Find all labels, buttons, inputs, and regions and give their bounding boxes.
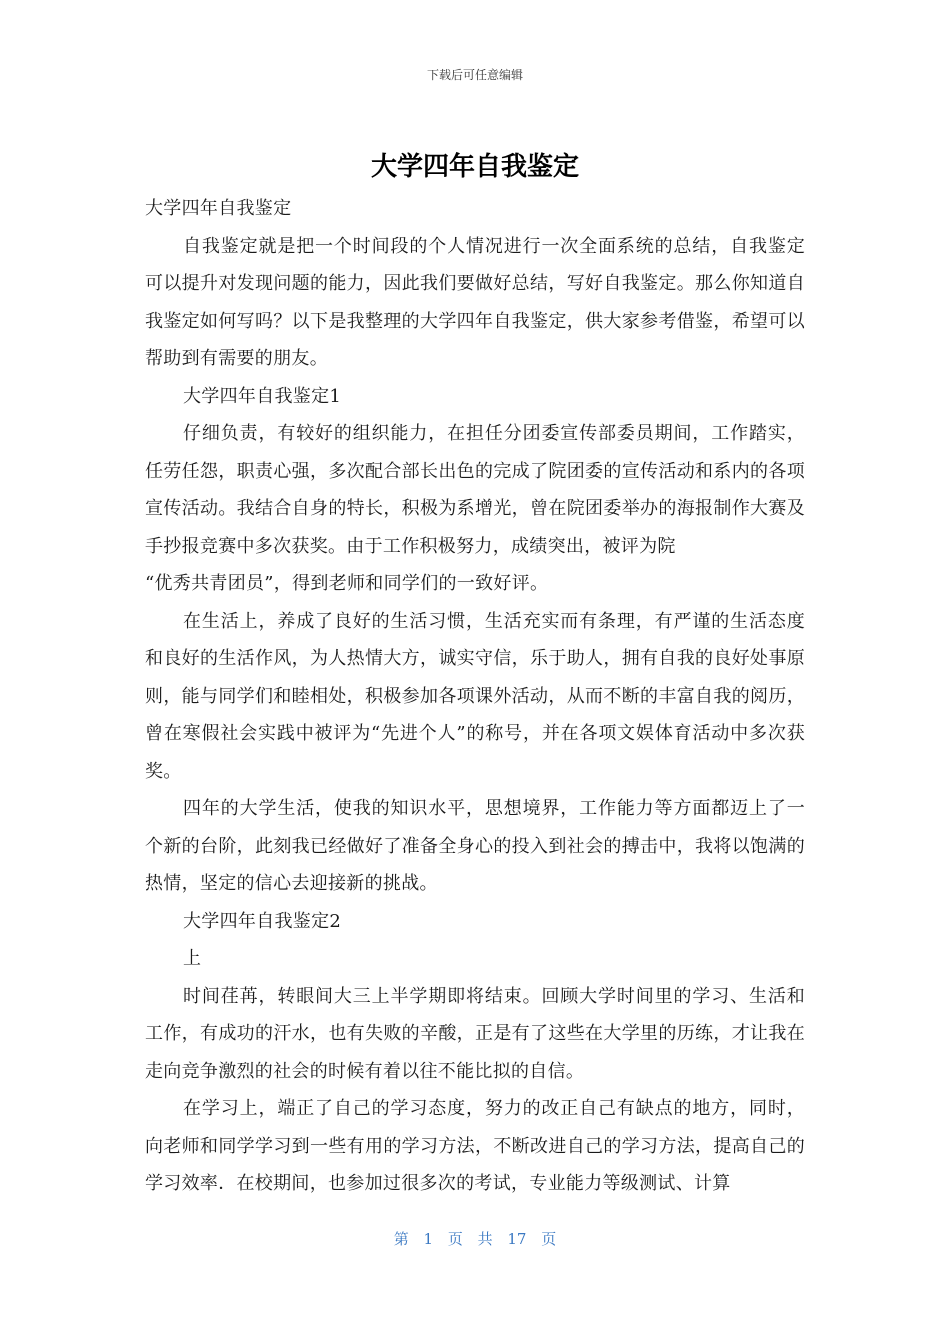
- paragraph: “优秀共青团员”，得到老师和同学们的一致好评。: [145, 573, 549, 594]
- paragraph: 时间荏苒，转眼间大三上半学期即将结束。回顾大学时间里的学习、生活和工作，有成功的汗水，也有失败的辛酸，正是有了这些在大学里的历练，才让我在走向竞争激烈的社会的时候有着以往不能比拟的自信。: [145, 985, 805, 1082]
- paragraph: 仔细负责，有较好的组织能力，在担任分团委宣传部委员期间，工作踏实，任劳任怨，职责心强，多次配合部长出色的完成了院团委的宣传活动和系内的各项宣传活动。我结合自身的特长，积极为系增光，曾在院团委举办的海报制作大赛及手抄报竞赛中多次获奖。由于工作积极努力，成绩突出，被评为院: [145, 423, 805, 557]
- paragraph: 上: [183, 948, 202, 969]
- paragraph: 在学习上，端正了自己的学习态度，努力的改正自己有缺点的地方，同时，向老师和同学学习到一些有用的学习方法，不断改进自己的学习方法，提高自己的学习效率．在校期间，也参加过很多次的考试，专业能力等级测试、计算: [145, 1098, 805, 1194]
- page-number-footer: 第 1 页 共 17 页: [393, 1230, 557, 1248]
- paragraph: 四年的大学生活，使我的知识水平，思想境界，工作能力等方面都迈上了一个新的台阶，此刻我已经做好了准备全身心的投入到社会的搏击中，我将以饱满的热情，坚定的信心去迎接新的挑战。: [145, 798, 805, 894]
- paragraph: 大学四年自我鉴定: [145, 198, 292, 219]
- document-title: 大学四年自我鉴定: [370, 152, 579, 182]
- section-heading: 大学四年自我鉴定1: [183, 385, 342, 407]
- section-heading: 大学四年自我鉴定2: [183, 910, 342, 932]
- document-body: [145, 190, 805, 1203]
- paragraph: 自我鉴定就是把一个时间段的个人情况进行一次全面系统的总结，自我鉴定可以提升对发现问题的能力，因此我们要做好总结，写好自我鉴定。那么你知道自我鉴定如何写吗？以下是我整理的大学四年自我鉴定，供大家参考借鉴，希望可以帮助到有需要的朋友。: [145, 235, 805, 369]
- paragraph: 在生活上，养成了良好的生活习惯，生活充实而有条理，有严谨的生活态度和良好的生活作风，为人热情大方，诚实守信，乐于助人，拥有自我的良好处事原则，能与同学们和睦相处，积极参加各项课外活动，从而不断的丰富自我的阅历，曾在寒假社会实践中被评为“先进个人”的称号，并在各项文娱体育活动中多次获奖。: [145, 610, 805, 782]
- header-note: 下载后可任意编辑: [426, 68, 523, 82]
